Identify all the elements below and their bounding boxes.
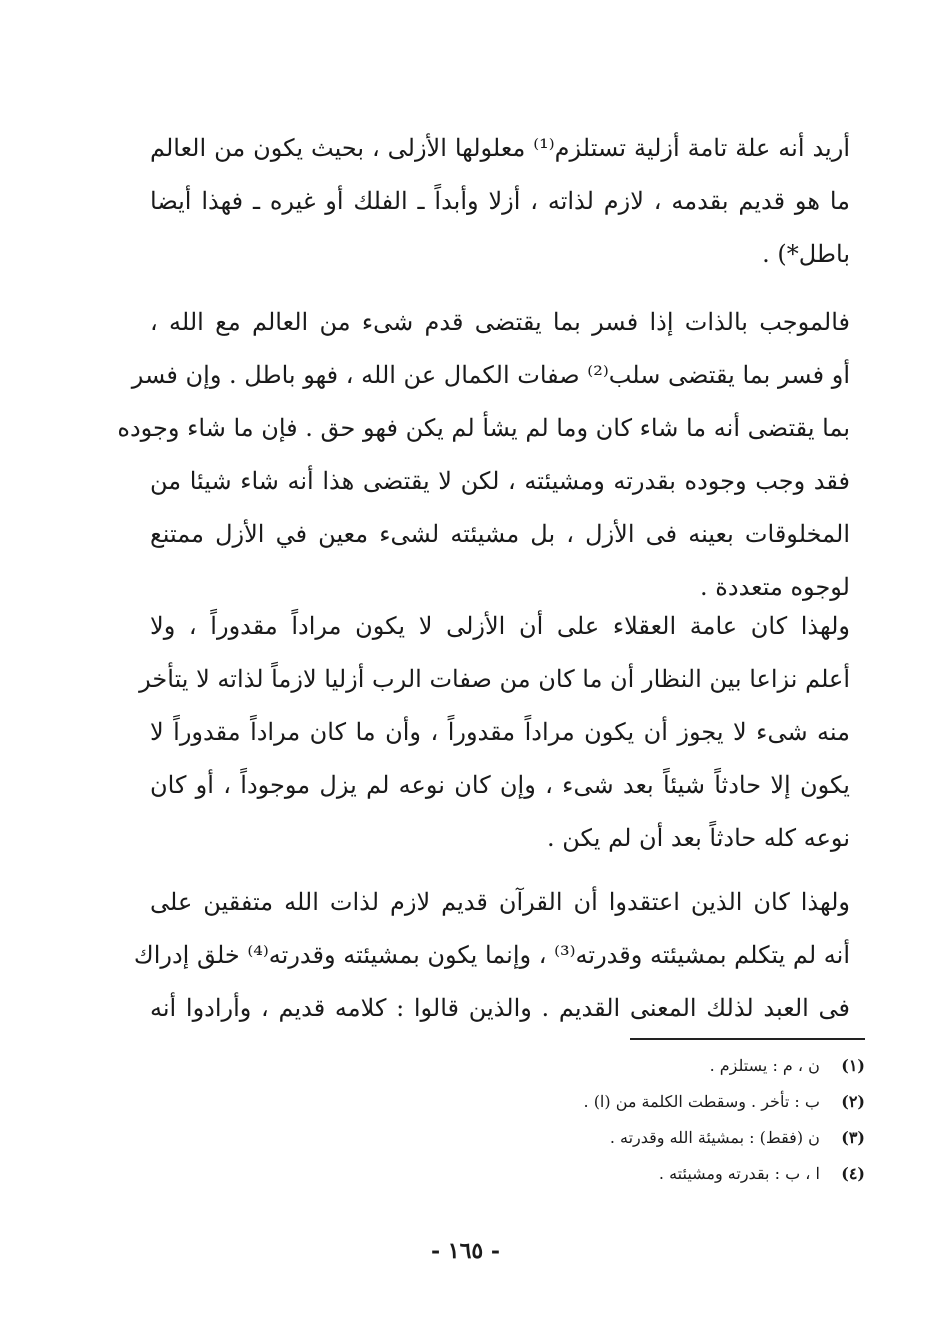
text-line: أعلم نزاعا بين النظار أن ما كان من صفات الرب أزليا لازماً لذاته لا يتأخر bbox=[139, 665, 850, 693]
footnote-divider bbox=[630, 1038, 865, 1040]
paragraph-4 bbox=[133, 876, 850, 1035]
text-line: باطل*) . bbox=[762, 240, 850, 268]
footnote-number: (١) bbox=[841, 1056, 865, 1075]
text-line: ولهذا كان عامة العقلاء على أن الأزلى لا يكون مراداً مقدوراً ، ولا bbox=[150, 612, 850, 640]
text-line: أو فسر بما يقتضى سلب⁽²⁾ صفات الكمال عن الله ، فهو باطل . وإن فسر bbox=[131, 361, 850, 389]
footnote-text: ا ، ب : بقدرته ومشيئته . bbox=[658, 1164, 820, 1183]
text-line: يكون إلا حادثاً شيئاً بعد شىء ، وإن كان نوعه لم يزل موجوداً ، أو كان bbox=[150, 771, 850, 799]
footnote bbox=[400, 1048, 865, 1084]
text-line: أريد أنه علة تامة أزلية تستلزم⁽¹⁾ معلولها الأزلى ، بحيث يكون من العالم bbox=[150, 134, 850, 162]
text-line: أنه لم يتكلم بمشيئته وقدرته⁽³⁾ ، وإنما يكون بمشيئته وقدرته⁽⁴⁾ خلق إدراك bbox=[133, 941, 850, 969]
paragraph-2 bbox=[117, 296, 850, 614]
text-line: المخلوقات بعينه فى الأزل ، بل مشيئته لشىء معين في الأزل ممتنع bbox=[150, 520, 850, 548]
footnote-number: (٢) bbox=[841, 1092, 865, 1111]
paragraph-3 bbox=[139, 600, 850, 865]
text-line: فى العبد لذلك المعنى القديم . والذين قالوا : كلامه قديم ، وأرادوا أنه bbox=[150, 994, 850, 1022]
text-line: نوعه كله حادثاً بعد أن لم يكن . bbox=[547, 824, 850, 852]
footnote bbox=[400, 1120, 865, 1156]
footnote-text: ن (فقط) : بمشيئة الله وقدرته . bbox=[609, 1128, 820, 1147]
page-number: - ١٦٥ - bbox=[430, 1238, 501, 1264]
footnote bbox=[400, 1084, 865, 1120]
footnotes bbox=[400, 1048, 865, 1192]
text-line: ولهذا كان الذين اعتقدوا أن القرآن قديم لازم لذات الله متفقين على bbox=[150, 888, 850, 916]
footnote-text: ب : تأخر . وسقطت الكلمة من (ا) . bbox=[583, 1092, 820, 1111]
paragraph-1 bbox=[150, 122, 850, 281]
footnote-number: (٣) bbox=[841, 1128, 865, 1147]
text-line: بما يقتضى أنه ما شاء كان وما لم يشأ لم يكن فهو حق . فإن ما شاء وجوده bbox=[117, 414, 850, 442]
text-line: منه شىء لا يجوز أن يكون مراداً مقدوراً ، وأن ما كان مراداً مقدوراً لا bbox=[150, 718, 850, 746]
text-line: لوجوه متعددة . bbox=[700, 573, 850, 601]
footnote-text: ن ، م : يستلزم . bbox=[709, 1056, 820, 1075]
footnote bbox=[400, 1156, 865, 1192]
text-line: فالموجب بالذات إذا فسر بما يقتضى قدم شىء من العالم مع الله ، bbox=[150, 308, 850, 336]
text-line: فقد وجب وجوده بقدرته ومشيئته ، لكن لا يقتضى هذا أنه شاء شيئا من bbox=[150, 467, 850, 495]
footnote-number: (٤) bbox=[841, 1164, 865, 1183]
text-line: ما هو قديم بقدمه ، لازم لذاته ، أزلا وأبداً ـ الفلك أو غيره ـ فهذا أيضا bbox=[150, 187, 850, 215]
